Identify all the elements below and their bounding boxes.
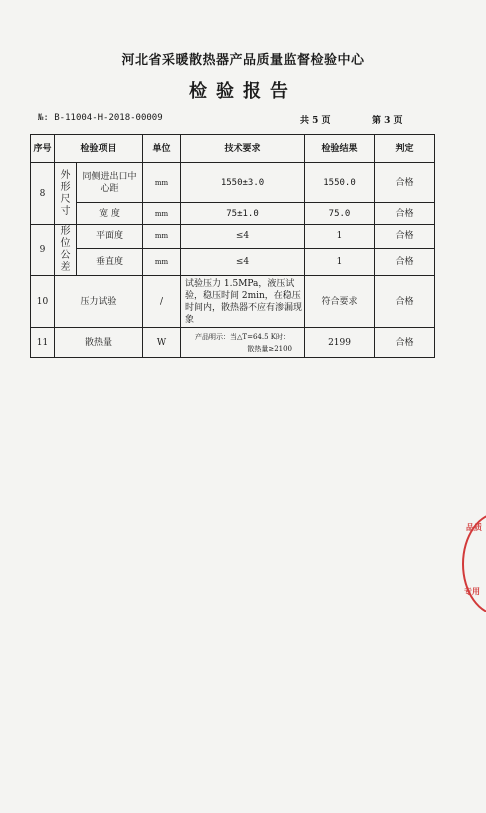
organization-name: 河北省采暖散热器产品质量监督检验中心 (121, 53, 365, 68)
row-result: 2199 (305, 328, 375, 358)
row-seq: 9 (31, 225, 55, 276)
row-unit: / (143, 276, 181, 328)
row-unit: W (143, 328, 181, 358)
row-result: 1 (305, 248, 375, 275)
row-requirement: ≤4 (181, 225, 305, 249)
row-seq: 10 (31, 276, 55, 328)
table-row (31, 248, 435, 275)
header-unit: 单位 (143, 135, 181, 163)
row-item: 压力试验 (55, 276, 143, 328)
table-row (31, 163, 435, 203)
table-row (31, 225, 435, 249)
row-requirement: 75±1.0 (181, 203, 305, 225)
header-result: 检验结果 (305, 135, 375, 163)
row-item: 宽 度 (77, 203, 143, 225)
header-item: 检验项目 (55, 135, 143, 163)
table-row (31, 203, 435, 225)
row-item: 垂直度 (77, 248, 143, 275)
inspection-table (30, 134, 435, 358)
row-unit: mm (143, 163, 181, 203)
total-pages: 共 5 页 (300, 116, 331, 126)
row-unit: mm (143, 248, 181, 275)
row-requirement: 试验压力 1.5MPa，液压试验，稳压时间 2min，在稳压时间内，散热器不应有渗漏现象 (181, 276, 305, 328)
row-requirement-cell (181, 328, 305, 358)
report-number-value: B-11004-H-2018-00009 (54, 113, 163, 123)
row-group-label: 形位公差 (55, 225, 77, 276)
requirement-line-1: 产品明示：当△T=64.5 K时： (195, 332, 290, 341)
row-item: 同侧进出口中心距 (77, 163, 143, 203)
report-number (38, 113, 163, 123)
row-requirement: ≤4 (181, 248, 305, 275)
seal-text-top: 品质 (466, 522, 482, 532)
row-group-label: 外形尺寸 (55, 163, 77, 225)
row-seq: 8 (31, 163, 55, 225)
row-result: 75.0 (305, 203, 375, 225)
current-page: 第 3 页 (372, 116, 403, 126)
header-requirement: 技术要求 (181, 135, 305, 163)
row-requirement: 1550±3.0 (181, 163, 305, 203)
row-result: 1 (305, 225, 375, 249)
report-number-label: №: (38, 113, 49, 123)
row-verdict: 合格 (375, 203, 435, 225)
row-verdict: 合格 (375, 328, 435, 358)
table-header-row (31, 135, 435, 163)
seal-text-bottom: 专用 (464, 586, 480, 596)
row-verdict: 合格 (375, 225, 435, 249)
row-unit: mm (143, 203, 181, 225)
row-result: 符合要求 (305, 276, 375, 328)
row-unit: mm (143, 225, 181, 249)
row-verdict: 合格 (375, 276, 435, 328)
requirement-line-2: 散热量≥2100 (247, 344, 293, 353)
table-row (31, 276, 435, 328)
row-seq: 11 (31, 328, 55, 358)
report-title: 检验报告 (189, 81, 297, 102)
red-seal-stamp (462, 512, 486, 612)
row-item: 平面度 (77, 225, 143, 249)
row-result: 1550.0 (305, 163, 375, 203)
row-item: 散热量 (55, 328, 143, 358)
table-row (31, 328, 435, 358)
header-verdict: 判定 (375, 135, 435, 163)
row-verdict: 合格 (375, 248, 435, 275)
row-verdict: 合格 (375, 163, 435, 203)
header-seq: 序号 (31, 135, 55, 163)
